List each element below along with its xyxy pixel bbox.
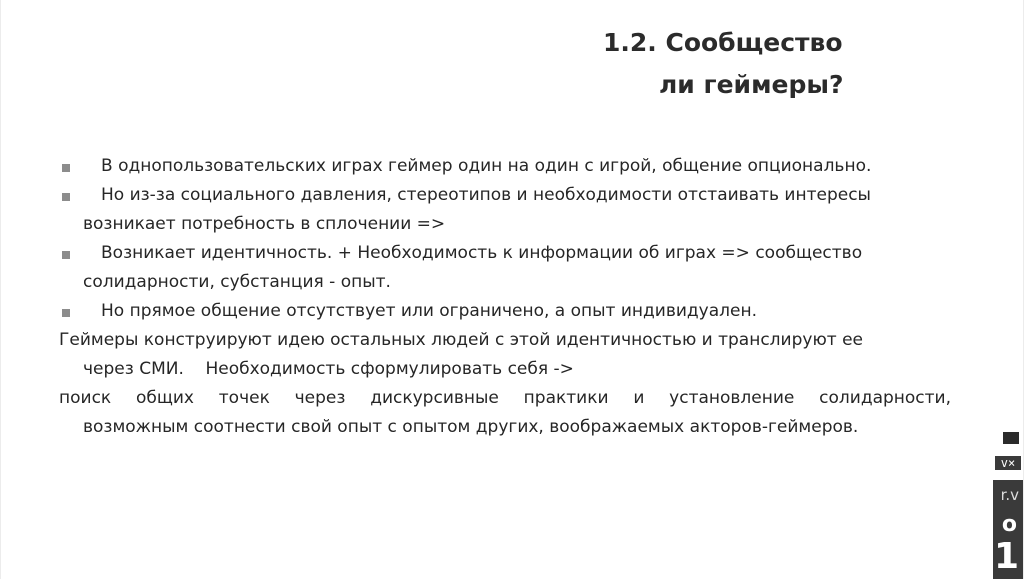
bullet-text: возникает потребность в сплочении =>	[83, 214, 446, 234]
bullet-text: солидарности, субстанция - опыт.	[83, 272, 391, 292]
paragraph	[59, 326, 959, 384]
bullet-text: Но прямое общение отсутствует или ограничено, а опыт индивидуален.	[101, 301, 757, 321]
bullet-text: В однопользовательских играх геймер один на один с игрой, общение опционально.	[101, 156, 872, 176]
paragraph	[59, 384, 959, 442]
paragraph-text: через СМИ. Необходимость сформулировать себя ->	[83, 359, 574, 379]
edge-mark: v×	[995, 456, 1021, 470]
square-bullet-icon	[62, 164, 70, 172]
bullet-text: Но из-за социального давления, стереотипов и необходимости отстаивать интересы	[101, 185, 871, 205]
edge-mark: o	[1001, 512, 1017, 537]
title-line-2: ли геймеры?	[659, 70, 844, 99]
bullet-item	[59, 297, 959, 326]
square-bullet-icon	[62, 309, 70, 317]
slide-title	[603, 22, 903, 106]
bullet-text: Возникает идентичность. + Необходимость к информации об играх => сообщество	[101, 243, 863, 263]
square-bullet-icon	[62, 251, 70, 259]
bullet-item	[59, 239, 959, 297]
corner-glyph-icon	[1003, 432, 1019, 444]
bullet-item	[59, 152, 959, 181]
paragraph-text: Геймеры конструируют идею остальных людей с этой идентичностью и транслируют ее	[59, 330, 863, 350]
bullet-item	[59, 181, 959, 239]
paragraph-text: поиск общих точек через дискурсивные практики и установление солидарности,	[59, 388, 951, 408]
square-bullet-icon	[62, 193, 70, 201]
paragraph-text: возможным соотнести свой опыт с опытом других, воображаемых акторов-геймеров.	[83, 417, 859, 437]
edge-mark: 1	[993, 536, 1019, 577]
edge-mark: r.v	[1000, 486, 1019, 504]
edge-decoration	[993, 420, 1023, 579]
title-line-1: 1.2. Сообщество	[603, 28, 843, 57]
slide-body	[59, 152, 959, 442]
